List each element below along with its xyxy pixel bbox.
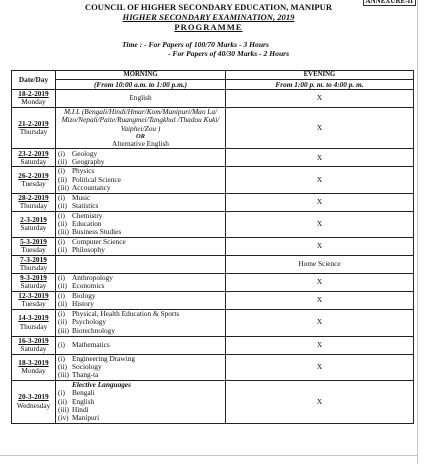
subject-name: Education	[72, 219, 102, 229]
table-row	[12, 237, 414, 255]
evening-cell: X	[226, 309, 414, 336]
table-row	[12, 149, 414, 167]
morning-cell	[56, 309, 226, 336]
subject-number: (iii)	[58, 325, 69, 335]
subject-name: Geography	[72, 156, 105, 166]
exam-date: 9-3-2019	[20, 272, 47, 282]
exam-date: 28-2-2019	[18, 192, 49, 202]
table-row	[12, 380, 414, 423]
evening-cell: X	[226, 291, 414, 309]
exam-day: Saturday	[20, 223, 47, 233]
subject-number: (i)	[58, 192, 65, 202]
subject-item	[58, 246, 223, 254]
subject-number: (iii)	[58, 227, 69, 237]
date-cell	[12, 193, 56, 211]
subject-number: (i)	[58, 309, 65, 319]
morning-cell	[56, 354, 226, 380]
date-cell	[12, 273, 56, 291]
page-edge-bottom	[0, 455, 417, 456]
date-cell	[12, 237, 56, 255]
date-day-header: Date/Day	[12, 71, 56, 90]
date-cell	[12, 167, 56, 193]
evening-cell: X	[226, 273, 414, 291]
annexure-label: ANNEXURE-II	[363, 0, 416, 6]
subject-item	[58, 228, 223, 236]
subject-name: English	[129, 93, 152, 103]
morning-cell	[56, 291, 226, 309]
subject-name: Physics	[72, 166, 95, 176]
alternative-english: Alternative English	[112, 139, 169, 149]
subject-item	[58, 341, 223, 349]
date-cell	[12, 336, 56, 354]
subject-name: Statistics	[72, 201, 99, 211]
evening-cell: X	[226, 90, 414, 108]
evening-cell: X	[226, 149, 414, 167]
subject-name: Physical, Health Education & Sports	[72, 309, 180, 319]
subject-name: Psychology	[72, 317, 107, 327]
subject-number: (i)	[58, 210, 65, 220]
subject-number: (i)	[58, 353, 65, 363]
table-row	[12, 354, 414, 380]
subject-number: (ii)	[58, 245, 67, 255]
subject-name: English	[72, 396, 95, 406]
schedule-body	[12, 90, 414, 424]
table-row	[12, 291, 414, 309]
subject-item	[58, 300, 223, 308]
exam-day: Saturday	[20, 344, 47, 354]
subject-name: Sociology	[72, 361, 102, 371]
page-edge-right	[417, 0, 418, 464]
morning-cell	[56, 380, 226, 423]
morning-cell	[56, 273, 226, 291]
exam-day: Tuesday	[21, 179, 46, 189]
table-row	[12, 273, 414, 291]
exam-date: 16-3-2019	[18, 335, 49, 345]
exam-day: Monday	[21, 97, 46, 107]
subject-name: History	[72, 299, 94, 309]
subject-number: (ii)	[58, 281, 67, 291]
evening-cell: X	[226, 167, 414, 193]
subject-item	[58, 371, 223, 379]
date-cell	[12, 380, 56, 423]
table-row	[12, 90, 414, 108]
subject-item	[58, 282, 223, 290]
subject-name: Accountancy	[72, 183, 111, 193]
date-cell	[12, 291, 56, 309]
table-row	[12, 107, 414, 149]
exam-day: Thursday	[19, 201, 48, 211]
exam-day: Monday	[21, 366, 46, 376]
date-cell	[12, 255, 56, 273]
evening-cell: X	[226, 380, 414, 423]
evening-time-header: From 1:00 p. m. to 4:00 p. m.	[226, 79, 414, 89]
subject-number: (ii)	[58, 317, 67, 327]
exam-date: 18-2-2019	[18, 89, 49, 98]
subject-number: (i)	[58, 290, 65, 300]
subject-name: Computer Science	[72, 236, 126, 246]
subject-number: (i)	[58, 388, 65, 398]
morning-cell	[56, 255, 226, 273]
subject-name: Political Science	[72, 174, 121, 184]
subject-name: Geology	[72, 148, 98, 158]
exam-day: Tuesday	[21, 245, 46, 255]
subject-number: (i)	[58, 236, 65, 246]
mil-subjects: M.I.L (Bengali/Hindi/Hmar/Kom/Manipuri/Mao La/ Mizo/Nepali/Paite/Ruangmei/Tangkhul /Thadou Kuki/ Vaiphei/Zou )	[61, 106, 220, 133]
exam-date: 21-2-2019	[18, 118, 49, 128]
exam-day: Thursday	[19, 263, 48, 273]
table-header-times-row	[12, 79, 414, 89]
evening-cell: X	[226, 354, 414, 380]
exam-date: 5-3-2019	[20, 236, 47, 246]
subject-number: (iii)	[58, 370, 69, 380]
evening-cell: X	[226, 107, 414, 149]
evening-cell: X	[226, 336, 414, 354]
subject-name: Economics	[72, 281, 105, 291]
subject-number: (ii)	[58, 396, 67, 406]
evening-cell: X	[226, 237, 414, 255]
subject-item	[58, 414, 223, 422]
subject-number: (ii)	[58, 156, 67, 166]
morning-cell	[56, 211, 226, 237]
table-row	[12, 193, 414, 211]
subject-number: (i)	[58, 339, 65, 349]
exam-date: 7-3-2019	[20, 254, 47, 264]
subject-number: (i)	[58, 148, 65, 158]
date-cell	[12, 211, 56, 237]
morning-cell	[56, 149, 226, 167]
subject-number: (i)	[58, 272, 65, 282]
subject-number: (ii)	[58, 174, 67, 184]
or-label: OR	[135, 133, 146, 141]
table-row	[12, 167, 414, 193]
date-cell	[12, 309, 56, 336]
subject-name: Engineering Drawing	[72, 353, 136, 363]
subject-number: (ii)	[58, 361, 67, 371]
date-cell	[12, 149, 56, 167]
subject-name: Bengali	[72, 388, 95, 398]
time-line-1: Time : - For Papers of 100/70 Marks - 3 Hours	[122, 40, 269, 49]
subject-name: Thang-ta	[72, 370, 99, 380]
evening-cell: X	[226, 211, 414, 237]
council-title: COUNCIL OF HIGHER SECONDARY EDUCATION, MANIPUR	[84, 2, 333, 12]
exam-date: 2-3-2019	[20, 214, 47, 224]
table-row	[12, 336, 414, 354]
exam-day: Saturday	[20, 281, 47, 291]
subject-item	[58, 158, 223, 166]
subject-name: Business Studies	[72, 227, 122, 237]
subject-item	[58, 202, 223, 210]
subject-item	[58, 184, 223, 192]
schedule-table	[11, 70, 414, 424]
elective-heading: Elective Languages	[72, 379, 131, 389]
subject-name: Biotechnology	[72, 325, 115, 335]
table-header-row	[12, 71, 414, 80]
subject-number: (iii)	[58, 404, 69, 414]
exam-date: 14-3-2019	[18, 313, 49, 323]
exam-date: 20-3-2019	[18, 392, 49, 402]
subject-item	[58, 327, 223, 335]
morning-time-header: (From 10:00 a.m. to 1:00 p.m.)	[56, 79, 226, 89]
evening-cell: Home Science	[226, 255, 414, 273]
time-line-2: - For Papers of 40/30 Marks - 2 Hours	[168, 49, 290, 58]
subject-number: (ii)	[58, 201, 67, 211]
date-cell	[12, 354, 56, 380]
subject-name: Mathematics	[72, 339, 110, 349]
subject-name: Chemistry	[72, 210, 103, 220]
exam-day: Saturday	[20, 156, 47, 166]
exam-title: HIGHER SECONDARY EXAMINATION, 2019	[122, 12, 295, 22]
subject-name: Anthropology	[72, 272, 113, 282]
exam-day: Wednesday	[16, 400, 51, 410]
exam-day: Thursday	[19, 127, 48, 137]
table-row	[12, 255, 414, 273]
exam-date: 23-2-2019	[18, 148, 49, 158]
subject-name: Music	[72, 192, 91, 202]
evening-header: EVENING	[226, 71, 414, 80]
evening-cell: X	[226, 193, 414, 211]
subject-number: (iii)	[58, 183, 69, 193]
table-row	[12, 309, 414, 336]
subject-number: (iv)	[58, 413, 69, 423]
subject-number: (ii)	[58, 219, 67, 229]
morning-cell	[56, 237, 226, 255]
morning-cell	[56, 336, 226, 354]
programme-title: PROGRAMME	[174, 22, 243, 32]
morning-cell	[56, 107, 226, 149]
subject-name: Biology	[72, 290, 96, 300]
subject-name: Hindi	[72, 404, 89, 414]
subject-name: Philosophy	[72, 245, 105, 255]
subject-number: (ii)	[58, 299, 67, 309]
exam-day: Tuesday	[21, 299, 46, 309]
morning-header: MORNING	[56, 71, 226, 80]
date-cell	[12, 90, 56, 108]
subject-name: Manipuri	[72, 413, 100, 423]
morning-cell	[56, 193, 226, 211]
exam-date: 18-3-2019	[18, 357, 49, 367]
morning-cell	[56, 167, 226, 193]
exam-day: Thursday	[19, 321, 48, 331]
exam-date: 12-3-2019	[18, 290, 49, 300]
date-cell	[12, 107, 56, 149]
subject-number: (i)	[58, 166, 65, 176]
exam-date: 26-2-2019	[18, 170, 49, 180]
morning-cell	[56, 90, 226, 108]
table-row	[12, 211, 414, 237]
